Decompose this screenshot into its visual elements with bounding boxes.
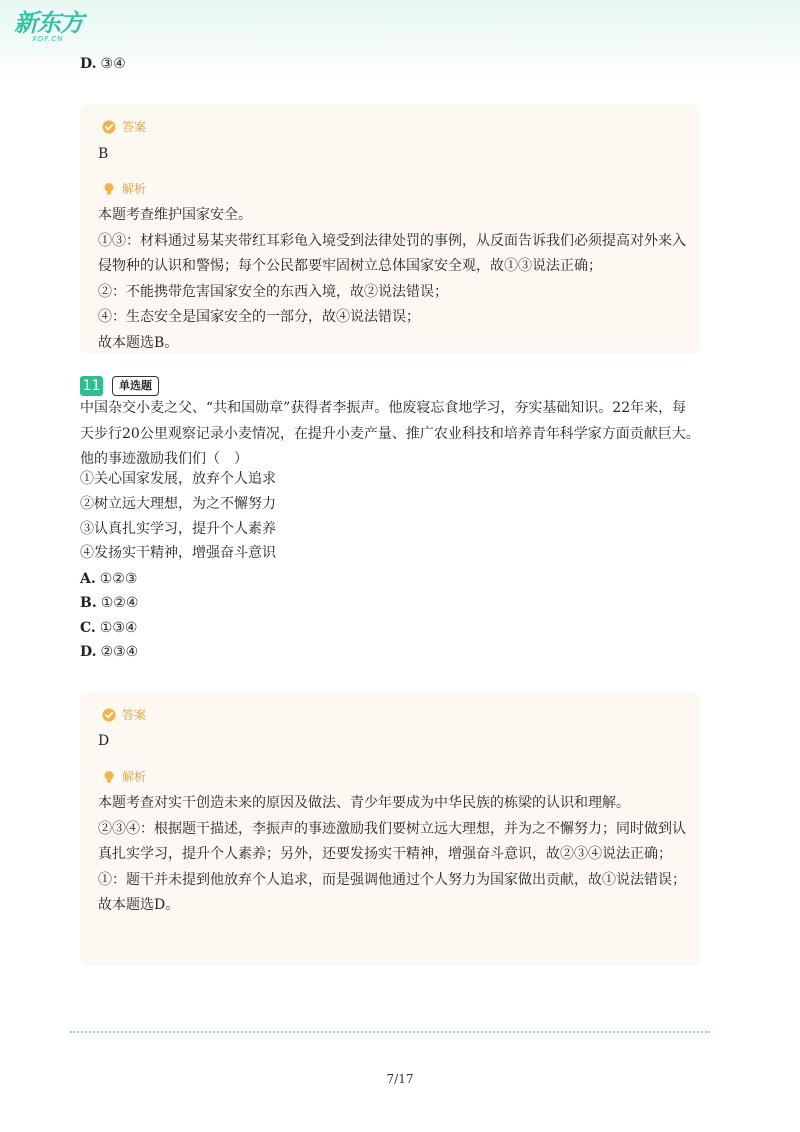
analysis-line: ②：不能携带危害国家安全的东西入境，故②说法错误； <box>98 283 448 300</box>
option-text: ③④ <box>100 56 126 72</box>
option-b <box>80 594 138 612</box>
prev-option-d <box>80 55 126 73</box>
analysis-tag <box>102 180 146 197</box>
analysis-tag <box>102 768 146 785</box>
logo-subtext: XDF.CN <box>32 35 64 43</box>
option-c <box>80 619 137 637</box>
answer-label: 答案 <box>122 708 147 722</box>
lightbulb-icon <box>102 182 116 196</box>
option-letter: D. <box>80 56 97 72</box>
statement: ④发扬实干精神，增强奋斗意识 <box>80 545 276 561</box>
option-letter: A. <box>80 571 96 587</box>
prev-answer-box <box>80 104 700 354</box>
option-letter: C. <box>80 620 96 636</box>
analysis-label: 解析 <box>122 182 147 196</box>
analysis-text <box>98 203 688 356</box>
lightbulb-icon <box>102 770 116 784</box>
option-letter: B. <box>80 595 97 611</box>
analysis-line: ①③：材料通过易某夹带红耳彩龟入境受到法律处罚的事例，从反面告诉我们必须提高对外来入侵物种的认识和警惕；每个公民都要牢固树立总体国家安全观，故①③说法正确； <box>98 232 686 274</box>
option-text: ①②④ <box>100 595 139 611</box>
option-a <box>80 570 137 588</box>
option-text: ①②③ <box>99 571 138 587</box>
analysis-line: 本题考查对实干创造未来的原因及做法、青少年要成为中华民族的栋梁的认识和理解。 <box>98 795 630 811</box>
analysis-line: 故本题选D。 <box>98 897 180 913</box>
statement: ②树立远大理想，为之不懈努力 <box>80 496 276 512</box>
option-text: ②③④ <box>100 644 139 660</box>
footer-divider <box>70 1031 710 1033</box>
page-number: 7/17 <box>386 1072 414 1086</box>
check-badge-icon <box>102 120 116 134</box>
question-type-badge: 单选题 <box>112 376 159 396</box>
answer-tag <box>102 118 146 135</box>
statement: ①关心国家发展，放弃个人追求 <box>80 471 276 487</box>
analysis-text <box>98 791 688 919</box>
statement: ③认真扎实学习，提升个人素养 <box>80 521 276 537</box>
analysis-label: 解析 <box>122 770 147 784</box>
answer-tag <box>102 706 146 723</box>
analysis-line: ①：题干并未提到他放弃个人追求，而是强调他通过个人努力为国家做出贡献，故①说法错误； <box>98 871 686 888</box>
question-number: 11 <box>80 376 103 396</box>
logo-text: 新东方 <box>14 9 83 37</box>
answer-label: 答案 <box>122 120 147 134</box>
analysis-line: 本题考查维护国家安全。 <box>98 207 252 223</box>
analysis-line: ④：生态安全是国家安全的一部分，故④说法错误； <box>98 309 420 325</box>
answer-value: B <box>98 146 109 162</box>
brand-logo <box>14 8 98 52</box>
check-badge-icon <box>102 708 116 722</box>
option-letter: D. <box>80 644 97 660</box>
analysis-line: ②③④：根据题干描述，李振声的事迹激励我们要树立远大理想，并为之不懈努力；同时做到认真扎实学习，提升个人素养；另外，还要发扬实干精神，增强奋斗意识，故②③④说法正确； <box>98 820 686 862</box>
option-d <box>80 643 138 661</box>
answer-value: D <box>98 733 110 749</box>
question-stem: 中国杂交小麦之父、“共和国勋章”获得者李振声。他废寝忘食地学习，夯实基础知识。22年来，每天步行20公里观察记录小麦情况，在提升小麦产量、推广农业科技和培养青年科学家方面贡献巨大。他的事迹激励我们们（ ） <box>80 400 700 467</box>
option-text: ①③④ <box>99 620 138 636</box>
answer-box <box>80 692 700 966</box>
analysis-line: 故本题选B。 <box>98 334 179 351</box>
